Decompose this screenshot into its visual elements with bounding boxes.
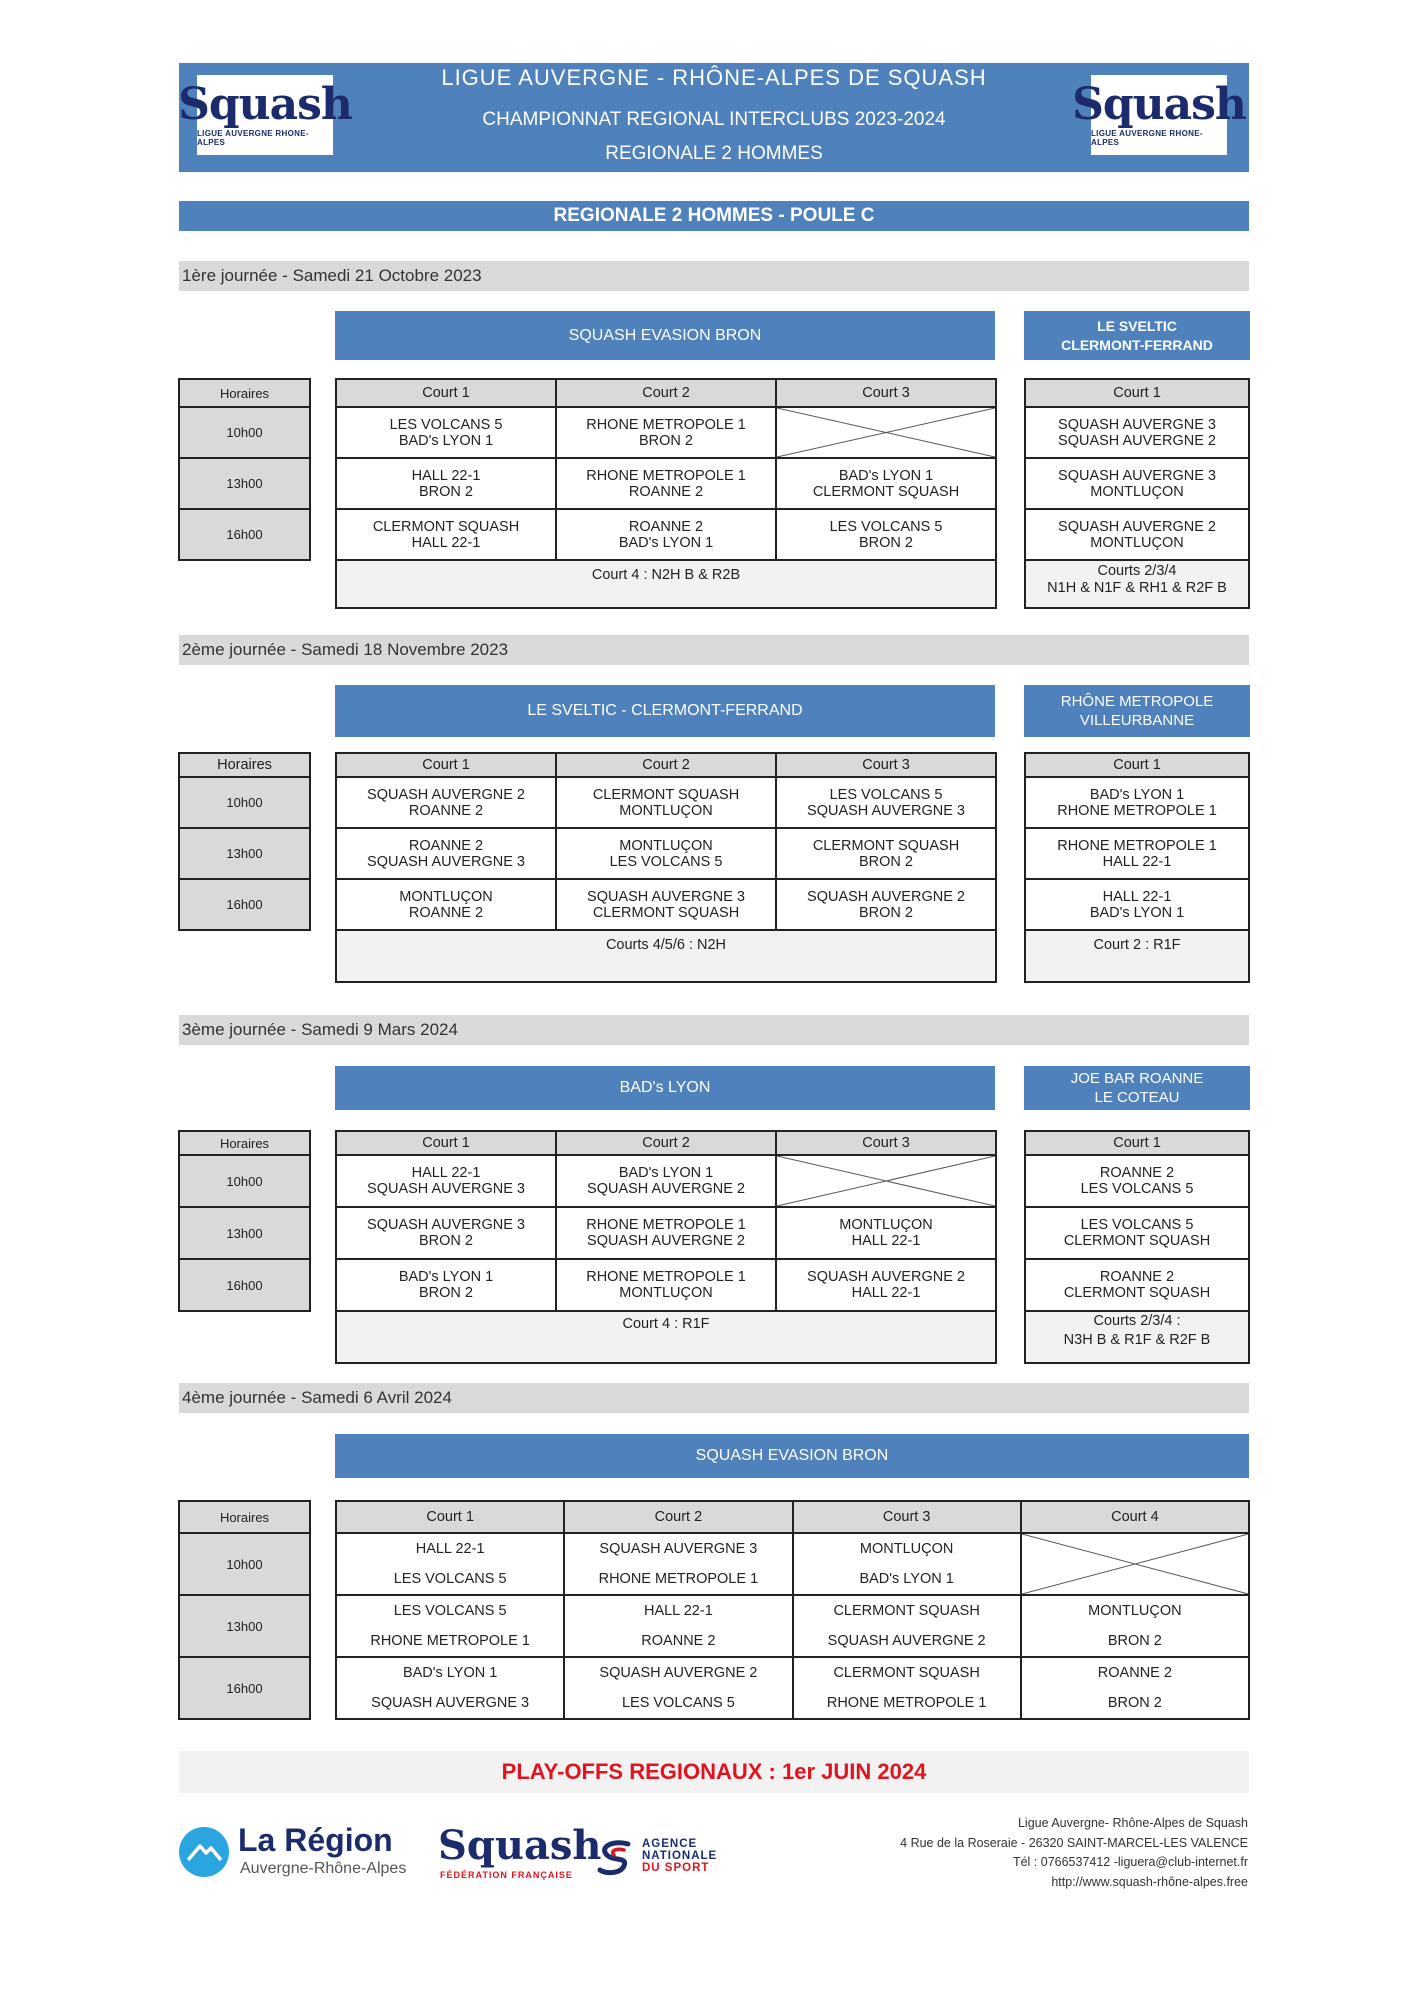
time-slot: 16h00 (179, 1657, 310, 1719)
empty-slot-cross (776, 407, 996, 458)
time-slot: 10h00 (179, 1155, 310, 1207)
championship-title: CHAMPIONNAT REGIONAL INTERCLUBS 2023-2024 (482, 109, 946, 130)
time-slot: 13h00 (179, 1595, 310, 1657)
court-header: Court 3 (776, 753, 996, 777)
team: HALL 22-1 (411, 1165, 481, 1181)
day-3-side-table (1024, 1130, 1250, 1364)
team: LES VOLCANS 5 (1080, 1181, 1194, 1197)
team: ROANNE 2 (408, 802, 484, 819)
team: HALL 22-1 (415, 1541, 485, 1557)
playoffs-banner: PLAY-OFFS REGIONAUX : 1er JUIN 2024 (179, 1751, 1249, 1793)
side-venue-line: LE COTEAU (1094, 1089, 1180, 1106)
match-cell (776, 1207, 996, 1259)
team: HALL 22-1 (643, 1603, 713, 1619)
day-1-label: 1ère journée - Samedi 21 Octobre 2023 (179, 261, 1249, 291)
ffs-word: Squash (438, 1822, 602, 1869)
match-cell (776, 509, 996, 560)
team: RHONE METROPOLE 1 (1057, 837, 1217, 854)
contact-org: Ligue Auvergne- Rhône-Alpes de Squash (1017, 1816, 1248, 1830)
team: SQUASH AUVERGNE 2 (1058, 518, 1216, 535)
team: LES VOLCANS 5 (1080, 1217, 1194, 1233)
match-cell (336, 1595, 564, 1657)
hours-header: Horaires (179, 1131, 310, 1155)
team: MONTLUÇON (859, 1541, 954, 1557)
team: BRON 2 (639, 432, 693, 449)
day-2-label: 2ème journée - Samedi 18 Novembre 2023 (179, 635, 1249, 665)
ans-text (642, 1838, 717, 1874)
match-cell (336, 509, 556, 560)
court-note: Court 2 : R1F (1025, 930, 1249, 982)
time-slot: 10h00 (179, 777, 310, 828)
region-sub: Auvergne-Rhône-Alpes (240, 1860, 407, 1877)
match-cell (564, 1657, 792, 1719)
team: ROANNE 2 (1099, 1269, 1175, 1285)
court-header: Court 4 (1021, 1501, 1249, 1533)
match-cell (336, 828, 556, 879)
note-line: Courts 2/3/4 (1097, 563, 1177, 579)
match-cell (1025, 1259, 1249, 1311)
match-cell (336, 458, 556, 509)
team: CLERMONT SQUASH (833, 1603, 980, 1619)
hours-header: Horaires (179, 753, 310, 777)
team: SQUASH AUVERGNE 3 (367, 1217, 525, 1233)
team: LES VOLCANS 5 (829, 518, 943, 535)
team: HALL 22-1 (851, 1285, 921, 1301)
match-cell (1025, 1155, 1249, 1207)
side-venue-line: JOE BAR ROANNE (1070, 1070, 1204, 1087)
team: BAD's LYON 1 (398, 432, 494, 449)
match-cell (1021, 1595, 1249, 1657)
court-note: Court 4 : R1F (336, 1311, 996, 1363)
note-line: N1H & N1F & RH1 & R2F B (1047, 580, 1227, 596)
region-mountain-icon (178, 1826, 230, 1878)
squash-ligue-logo-right (1072, 75, 1246, 155)
day-1-main-table (335, 378, 997, 609)
match-cell (776, 777, 996, 828)
ffs-sub: FÉDÉRATION FRANÇAISE (440, 1870, 573, 1880)
time-slot: 13h00 (179, 828, 310, 879)
match-cell (776, 458, 996, 509)
ans-line: DU SPORT (642, 1862, 710, 1874)
team: MONTLUÇON (619, 802, 713, 819)
logo-sub: LIGUE AUVERGNE RHONE-ALPES (1091, 129, 1203, 147)
team: CLERMONT SQUASH (592, 786, 740, 803)
side-venue-line: RHÔNE METROPOLE (1060, 693, 1214, 710)
contact-website[interactable]: http://www.squash-rhône-alpes.free (1051, 1874, 1248, 1889)
match-cell (1025, 879, 1249, 930)
match-cell (336, 407, 556, 458)
court-header: Court 1 (336, 753, 556, 777)
court-header: Court 2 (556, 753, 776, 777)
team: RHONE METROPOLE 1 (598, 1571, 759, 1587)
team: RHONE METROPOLE 1 (370, 1633, 530, 1649)
team: BRON 2 (1107, 1695, 1162, 1711)
day-3-label: 3ème journée - Samedi 9 Mars 2024 (179, 1015, 1249, 1045)
match-cell (336, 1533, 564, 1595)
match-cell (336, 1207, 556, 1259)
team: MONTLUÇON (619, 837, 713, 854)
contact-block (828, 1814, 1248, 1892)
match-cell (336, 1657, 564, 1719)
league-title: LIGUE AUVERGNE - RHÔNE-ALPES DE SQUASH (441, 65, 987, 90)
court-header: Court 1 (1025, 379, 1249, 407)
day-3-hours-table (178, 1130, 311, 1312)
team: LES VOLCANS 5 (609, 853, 723, 870)
team: SQUASH AUVERGNE 2 (807, 888, 965, 905)
team: BRON 2 (859, 853, 913, 870)
day-2-side-table (1024, 752, 1250, 983)
empty-slot-cross (1021, 1533, 1249, 1595)
time-slot: 16h00 (179, 1259, 310, 1311)
team: ROANNE 2 (628, 518, 704, 535)
team: SQUASH AUVERGNE 2 (367, 786, 525, 803)
note-line: N3H B & R1F & R2F B (1063, 1332, 1211, 1348)
team: HALL 22-1 (851, 1233, 921, 1249)
team: CLERMONT SQUASH (372, 518, 520, 535)
team: CLERMONT SQUASH (592, 904, 740, 921)
team: MONTLUÇON (839, 1217, 933, 1233)
team: BAD's LYON 1 (618, 534, 714, 551)
match-cell (1025, 458, 1249, 509)
time-slot: 16h00 (179, 509, 310, 560)
match-cell (556, 458, 776, 509)
team: SQUASH AUVERGNE 3 (1058, 467, 1216, 484)
team: CLERMONT SQUASH (833, 1665, 980, 1681)
team: SQUASH AUVERGNE 2 (827, 1633, 986, 1649)
contact-phone-email: Tél : 0766537412 -liguera@club-internet.fr (1012, 1855, 1248, 1869)
team: SQUASH AUVERGNE 2 (599, 1665, 758, 1681)
match-cell (793, 1533, 1021, 1595)
match-cell (556, 509, 776, 560)
team: HALL 22-1 (1102, 888, 1172, 905)
team: ROANNE 2 (628, 483, 704, 500)
match-cell (1025, 407, 1249, 458)
team: SQUASH AUVERGNE 3 (371, 1695, 530, 1711)
match-cell (556, 879, 776, 930)
match-cell (1025, 509, 1249, 560)
match-cell (556, 1207, 776, 1259)
team: BAD's LYON 1 (398, 1269, 494, 1285)
team: ROANNE 2 (1099, 1165, 1175, 1181)
team: MONTLUÇON (1090, 483, 1184, 500)
team: ROANNE 2 (1097, 1665, 1172, 1681)
logo-sub: LIGUE AUVERGNE RHONE-ALPES (197, 129, 309, 147)
team: MONTLUÇON (1090, 534, 1184, 551)
team: SQUASH AUVERGNE 3 (587, 888, 745, 905)
team: BAD's LYON 1 (402, 1665, 498, 1681)
match-cell (1021, 1657, 1249, 1719)
team: SQUASH AUVERGNE 3 (367, 1181, 525, 1197)
region-name: La Région (238, 1822, 393, 1858)
team: SQUASH AUVERGNE 3 (599, 1541, 758, 1557)
ans-line: AGENCE (642, 1838, 698, 1850)
team: SQUASH AUVERGNE 2 (587, 1181, 745, 1197)
court-header: Court 2 (564, 1501, 792, 1533)
team: LES VOLCANS 5 (621, 1695, 735, 1711)
match-cell (336, 1259, 556, 1311)
poule-title: REGIONALE 2 HOMMES - POULE C (179, 201, 1249, 231)
team: BRON 2 (419, 1285, 473, 1301)
region-logo (178, 1822, 428, 1882)
team: BAD's LYON 1 (1089, 904, 1185, 921)
court-note (1025, 1311, 1249, 1363)
day-4-hours-table (178, 1500, 311, 1720)
day-2-main-venue: LE SVELTIC - CLERMONT-FERRAND (335, 685, 995, 737)
team: RHONE METROPOLE 1 (586, 1269, 746, 1285)
match-cell (556, 777, 776, 828)
match-cell (1025, 828, 1249, 879)
match-cell (1025, 777, 1249, 828)
note-line: Courts 2/3/4 : (1093, 1313, 1181, 1329)
empty-slot-cross (776, 1155, 996, 1207)
team: LES VOLCANS 5 (393, 1603, 507, 1619)
team: RHONE METROPOLE 1 (826, 1695, 987, 1711)
team: SQUASH AUVERGNE 2 (587, 1233, 745, 1249)
day-1-side-venue (1024, 311, 1250, 360)
team: RHONE METROPOLE 1 (586, 1217, 746, 1233)
court-header: Court 2 (556, 1131, 776, 1155)
day-2-side-venue (1024, 685, 1250, 737)
team: BRON 2 (1107, 1633, 1162, 1649)
team: CLERMONT SQUASH (812, 837, 960, 854)
time-slot: 10h00 (179, 407, 310, 458)
team: HALL 22-1 (411, 534, 481, 551)
court-header: Court 1 (1025, 1131, 1249, 1155)
court-header: Court 3 (793, 1501, 1021, 1533)
logo-word: Squash (178, 79, 352, 130)
team: CLERMONT SQUASH (812, 483, 960, 500)
court-header: Court 3 (776, 379, 996, 407)
court-header: Court 1 (336, 379, 556, 407)
ans-line: NATIONALE (642, 1850, 718, 1862)
team: ROANNE 2 (408, 837, 484, 854)
team: BRON 2 (419, 1233, 473, 1249)
team: HALL 22-1 (411, 467, 481, 484)
team: CLERMONT SQUASH (1063, 1233, 1211, 1249)
court-header: Court 1 (336, 1131, 556, 1155)
team: RHONE METROPOLE 1 (586, 416, 746, 433)
day-4-main-venue: SQUASH EVASION BRON (335, 1434, 1249, 1478)
ans-swoosh-icon (594, 1838, 636, 1878)
team: SQUASH AUVERGNE 3 (1058, 416, 1216, 433)
team: MONTLUÇON (399, 888, 493, 905)
day-3-side-venue (1024, 1066, 1250, 1110)
header-banner (179, 63, 1249, 172)
team: BRON 2 (859, 904, 913, 921)
day-4-label: 4ème journée - Samedi 6 Avril 2024 (179, 1383, 1249, 1413)
court-header: Court 1 (336, 1501, 564, 1533)
ans-logo (594, 1836, 744, 1886)
team: ROANNE 2 (641, 1633, 716, 1649)
day-4-main-table (335, 1500, 1250, 1720)
match-cell (564, 1533, 792, 1595)
match-cell (776, 828, 996, 879)
logo-word: Squash (1072, 79, 1246, 130)
match-cell (336, 879, 556, 930)
team: BAD's LYON 1 (618, 1165, 714, 1181)
team: HALL 22-1 (1102, 853, 1172, 870)
match-cell (776, 1259, 996, 1311)
team: SQUASH AUVERGNE 2 (807, 1269, 965, 1285)
team: MONTLUÇON (619, 1285, 713, 1301)
day-1-main-venue: SQUASH EVASION BRON (335, 311, 995, 360)
court-note: Court 4 : N2H B & R2B (336, 560, 996, 608)
side-venue-line: VILLEURBANNE (1079, 712, 1195, 729)
team: SQUASH AUVERGNE 2 (1058, 432, 1216, 449)
team: BRON 2 (419, 483, 473, 500)
ffs-logo (438, 1822, 602, 1884)
court-note: Courts 4/5/6 : N2H (336, 930, 996, 982)
match-cell (1025, 1207, 1249, 1259)
match-cell (556, 407, 776, 458)
team: LES VOLCANS 5 (393, 1571, 507, 1587)
category-title: REGIONALE 2 HOMMES (605, 143, 823, 164)
team: MONTLUÇON (1088, 1603, 1182, 1619)
team: SQUASH AUVERGNE 3 (807, 802, 965, 819)
match-cell (564, 1595, 792, 1657)
hours-header: Horaires (179, 1501, 310, 1533)
time-slot: 13h00 (179, 1207, 310, 1259)
team: BAD's LYON 1 (859, 1571, 954, 1587)
court-header: Court 1 (1025, 753, 1249, 777)
contact-address: 4 Rue de la Roseraie - 26320 SAINT-MARCEL-LES VALENCE (900, 1835, 1248, 1850)
court-header: Court 2 (556, 379, 776, 407)
side-venue-line: LE SVELTIC (1097, 317, 1177, 334)
team: BAD's LYON 1 (838, 467, 934, 484)
hours-header: Horaires (179, 379, 310, 407)
match-cell (556, 1155, 776, 1207)
team: ROANNE 2 (408, 904, 484, 921)
match-cell (776, 879, 996, 930)
match-cell (556, 828, 776, 879)
day-3-main-table (335, 1130, 997, 1364)
team: CLERMONT SQUASH (1063, 1285, 1211, 1301)
side-venue-line: CLERMONT-FERRAND (1061, 336, 1213, 353)
team: SQUASH AUVERGNE 3 (367, 853, 525, 870)
team: RHONE METROPOLE 1 (586, 467, 746, 484)
time-slot: 13h00 (179, 458, 310, 509)
time-slot: 10h00 (179, 1533, 310, 1595)
court-note (1025, 560, 1249, 608)
team: RHONE METROPOLE 1 (1057, 802, 1217, 819)
match-cell (793, 1657, 1021, 1719)
day-2-main-table (335, 752, 997, 983)
day-2-hours-table (178, 752, 311, 931)
team: LES VOLCANS 5 (389, 416, 503, 433)
time-slot: 16h00 (179, 879, 310, 930)
match-cell (336, 777, 556, 828)
match-cell (336, 1155, 556, 1207)
court-header: Court 3 (776, 1131, 996, 1155)
team: BAD's LYON 1 (1089, 786, 1185, 803)
team: BRON 2 (859, 534, 913, 551)
day-3-main-venue: BAD's LYON (335, 1066, 995, 1110)
team: LES VOLCANS 5 (829, 786, 943, 803)
day-1-hours-table (178, 378, 311, 561)
match-cell (793, 1595, 1021, 1657)
day-1-side-table (1024, 378, 1250, 609)
match-cell (556, 1259, 776, 1311)
